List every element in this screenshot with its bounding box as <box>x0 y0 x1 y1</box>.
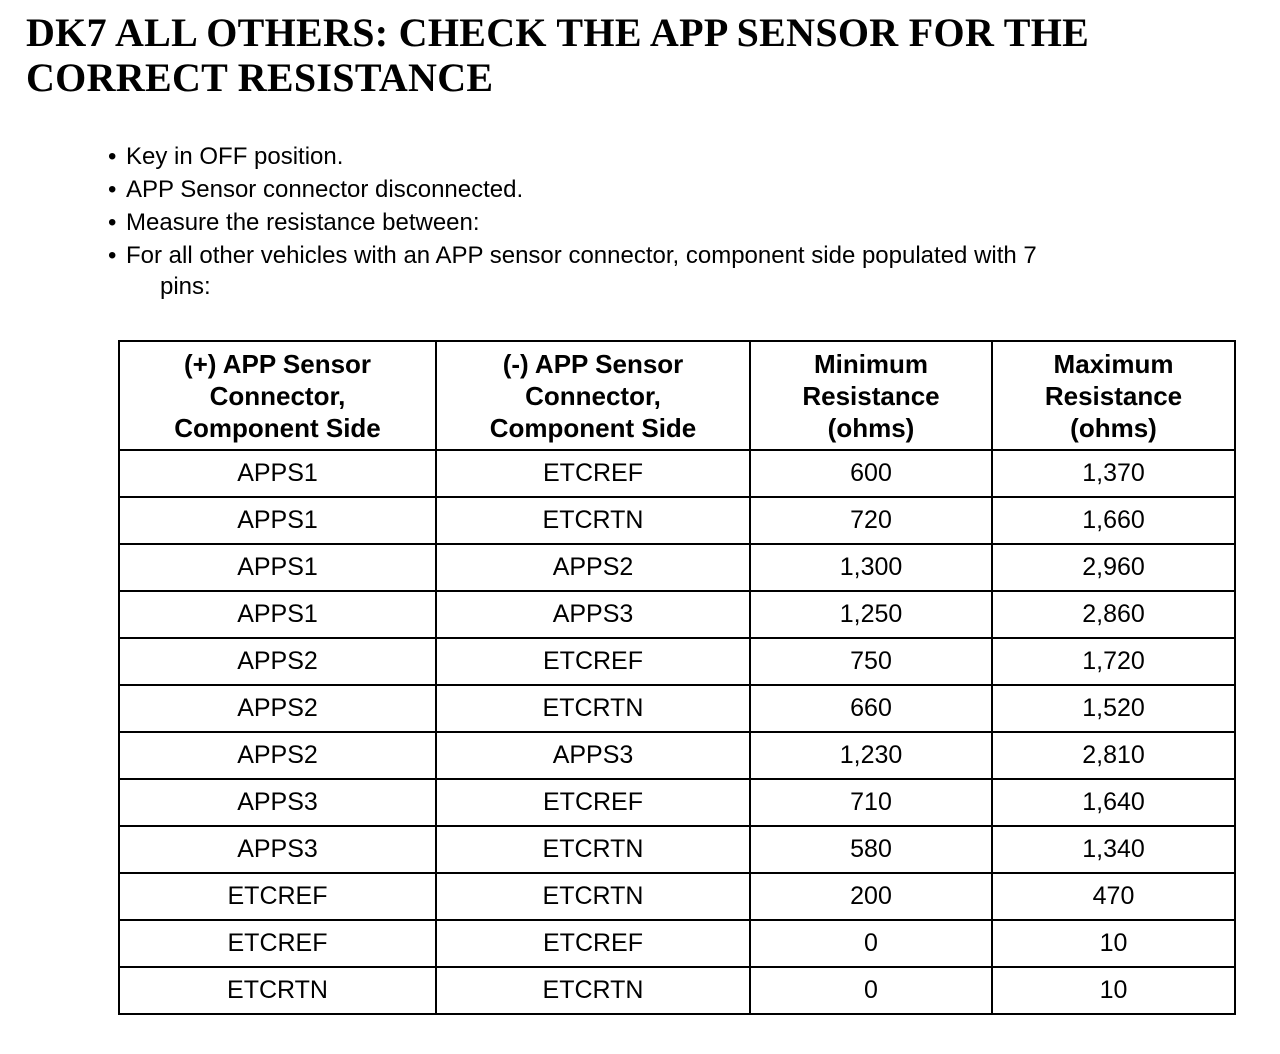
negative-pin-cell: ETCRTN <box>436 685 750 732</box>
minimum-resistance-cell: 0 <box>750 920 992 967</box>
table-row <box>119 497 1235 544</box>
table-row <box>119 638 1235 685</box>
header-minimum-resistance <box>750 341 992 450</box>
negative-pin-cell: APPS3 <box>436 732 750 779</box>
maximum-resistance-cell: 2,810 <box>992 732 1235 779</box>
bullet-icon: • <box>108 209 117 236</box>
instruction-text: For all other vehicles with an APP sensor connector, component side populated with 7 <box>126 242 1037 269</box>
positive-pin-cell: ETCREF <box>119 873 436 920</box>
bullet-icon: • <box>108 242 117 269</box>
header-line: Component Side <box>174 412 381 443</box>
positive-pin-cell: ETCRTN <box>119 967 436 1014</box>
instruction-text: Key in OFF position. <box>126 143 344 170</box>
minimum-resistance-cell: 600 <box>750 450 992 497</box>
table-row <box>119 967 1235 1014</box>
header-line: Resistance <box>802 380 940 411</box>
minimum-resistance-cell: 660 <box>750 685 992 732</box>
header-maximum-resistance <box>992 341 1235 450</box>
page-title: DK7 ALL OTHERS: CHECK THE APP SENSOR FOR THE CORRECT RESISTANCE <box>26 10 1090 100</box>
header-line: Component Side <box>489 412 697 443</box>
instruction-text: APP Sensor connector disconnected. <box>126 176 524 203</box>
positive-pin-cell: APPS2 <box>119 685 436 732</box>
bullet-icon: • <box>108 176 117 203</box>
negative-pin-cell: ETCRTN <box>436 967 750 1014</box>
positive-pin-cell: APPS3 <box>119 779 436 826</box>
instruction-text: Measure the resistance between: <box>126 209 480 236</box>
maximum-resistance-cell: 1,520 <box>992 685 1235 732</box>
table-row <box>119 591 1235 638</box>
maximum-resistance-cell: 10 <box>992 920 1235 967</box>
minimum-resistance-cell: 200 <box>750 873 992 920</box>
positive-pin-cell: APPS1 <box>119 591 436 638</box>
minimum-resistance-cell: 710 <box>750 779 992 826</box>
header-line: (ohms) <box>827 412 915 443</box>
maximum-resistance-cell: 2,960 <box>992 544 1235 591</box>
negative-pin-cell: ETCREF <box>436 638 750 685</box>
maximum-resistance-cell: 10 <box>992 967 1235 1014</box>
minimum-resistance-cell: 580 <box>750 826 992 873</box>
resistance-table <box>118 340 1236 1015</box>
header-line: Connector, <box>209 380 346 411</box>
header-line: Maximum <box>1053 348 1174 379</box>
table-row <box>119 732 1235 779</box>
table-row <box>119 779 1235 826</box>
list-item <box>108 173 1228 206</box>
negative-pin-cell: APPS3 <box>436 591 750 638</box>
table-row <box>119 873 1235 920</box>
maximum-resistance-cell: 1,660 <box>992 497 1235 544</box>
table-row <box>119 685 1235 732</box>
list-item <box>108 239 1228 302</box>
maximum-resistance-cell: 1,370 <box>992 450 1235 497</box>
instruction-list <box>108 140 1228 302</box>
positive-pin-cell: APPS2 <box>119 732 436 779</box>
table-row <box>119 450 1235 497</box>
table-header-row <box>119 341 1235 450</box>
positive-pin-cell: APPS1 <box>119 544 436 591</box>
header-line: (+) APP Sensor <box>183 348 372 379</box>
negative-pin-cell: ETCREF <box>436 920 750 967</box>
minimum-resistance-cell: 1,230 <box>750 732 992 779</box>
negative-pin-cell: ETCRTN <box>436 826 750 873</box>
maximum-resistance-cell: 470 <box>992 873 1235 920</box>
bullet-icon: • <box>108 143 117 170</box>
header-line: (ohms) <box>1070 412 1157 443</box>
minimum-resistance-cell: 750 <box>750 638 992 685</box>
minimum-resistance-cell: 0 <box>750 967 992 1014</box>
negative-pin-cell: ETCREF <box>436 779 750 826</box>
maximum-resistance-cell: 2,860 <box>992 591 1235 638</box>
positive-pin-cell: APPS3 <box>119 826 436 873</box>
positive-pin-cell: APPS1 <box>119 497 436 544</box>
positive-pin-cell: ETCREF <box>119 920 436 967</box>
header-line: (-) APP Sensor <box>502 348 684 379</box>
list-item <box>108 206 1228 239</box>
table-row <box>119 826 1235 873</box>
instruction-text-continued: pins: <box>160 273 211 300</box>
maximum-resistance-cell: 1,720 <box>992 638 1235 685</box>
negative-pin-cell: ETCREF <box>436 450 750 497</box>
table-row <box>119 544 1235 591</box>
minimum-resistance-cell: 1,300 <box>750 544 992 591</box>
list-item <box>108 140 1228 173</box>
maximum-resistance-cell: 1,640 <box>992 779 1235 826</box>
negative-pin-cell: APPS2 <box>436 544 750 591</box>
table-row <box>119 920 1235 967</box>
header-line: Minimum <box>813 348 929 379</box>
header-line: Resistance <box>1044 380 1183 411</box>
header-negative-connector <box>436 341 750 450</box>
maximum-resistance-cell: 1,340 <box>992 826 1235 873</box>
header-positive-connector <box>119 341 436 450</box>
positive-pin-cell: APPS1 <box>119 450 436 497</box>
positive-pin-cell: APPS2 <box>119 638 436 685</box>
minimum-resistance-cell: 720 <box>750 497 992 544</box>
minimum-resistance-cell: 1,250 <box>750 591 992 638</box>
header-line: Connector, <box>525 380 661 411</box>
negative-pin-cell: ETCRTN <box>436 497 750 544</box>
negative-pin-cell: ETCRTN <box>436 873 750 920</box>
